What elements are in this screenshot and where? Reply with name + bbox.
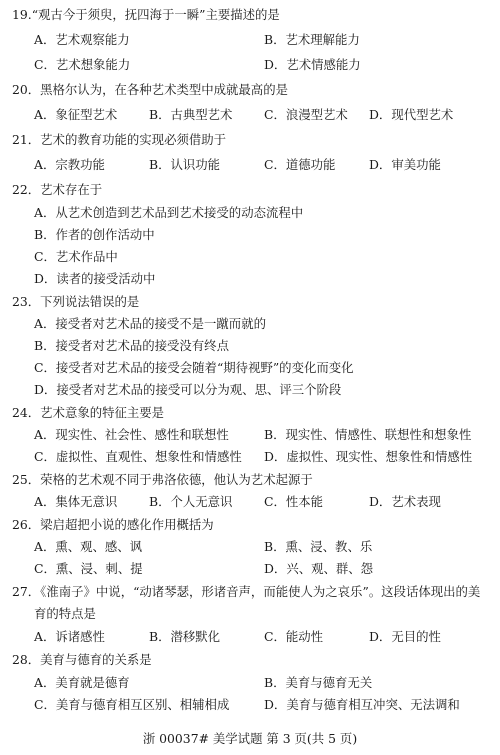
- option: D．艺术表现: [369, 494, 441, 509]
- page-footer: 浙 00037# 美学试题 第 3 页(共 5 页): [142, 731, 358, 746]
- option: B．接受者对艺术品的接受没有终点: [34, 338, 229, 353]
- question-stem: 20．黑格尔认为，在各种艺术类型中成就最高的是: [12, 82, 288, 97]
- option: C．接受者对艺术品的接受会随着“期待视野”的变化而变化: [34, 360, 354, 375]
- option: D．美育与德育相互冲突、无法调和: [264, 697, 460, 712]
- option: D．虚拟性、现实性、想象性和情感性: [264, 449, 473, 464]
- option: A．诉诸感性: [34, 629, 105, 644]
- question-stem: 21．艺术的教育功能的实现必须借助于: [12, 132, 227, 147]
- option: B．艺术理解能力: [264, 32, 360, 47]
- option: B．熏、浸、教、乐: [264, 539, 373, 554]
- question-stem: 27．《淮南子》中说，“动诸琴瑟，形诸音声，而能使人为之哀乐”。这段话体现出的美: [12, 584, 481, 599]
- question-stem: 25．荣格的艺术观不同于弗洛依德，他认为艺术起源于: [12, 472, 313, 487]
- option: A．美育就是德育: [34, 675, 130, 690]
- option: A．从艺术创造到艺术品到艺术接受的动态流程中: [34, 205, 304, 220]
- option: A．艺术观察能力: [34, 32, 130, 47]
- option: B．个人无意识: [149, 494, 233, 509]
- option: D．兴、观、群、怨: [264, 561, 374, 576]
- option: C．浪漫型艺术: [264, 107, 348, 122]
- option: B．认识功能: [149, 157, 221, 172]
- option: D．现代型艺术: [369, 107, 454, 122]
- option: A．现实性、社会性、感性和联想性: [34, 427, 229, 442]
- option: B．古典型艺术: [149, 107, 233, 122]
- option: A．宗教功能: [34, 157, 105, 172]
- question-stem: 26．梁启超把小说的感化作用概括为: [12, 517, 214, 532]
- question-stem: 23．下列说法错误的是: [12, 294, 140, 309]
- option: A．熏、观、感、讽: [34, 539, 143, 554]
- option: A．集体无意识: [34, 494, 118, 509]
- option: A．接受者对艺术品的接受不是一蹴而就的: [34, 316, 266, 331]
- option: A．象征型艺术: [34, 107, 118, 122]
- question-stem: 28．美育与德育的关系是: [12, 652, 152, 667]
- option: D．读者的接受活动中: [34, 271, 156, 286]
- option: C．能动性: [264, 629, 324, 644]
- option: B．潜移默化: [149, 629, 221, 644]
- question-stem: 22．艺术存在于: [12, 182, 103, 197]
- option: C．艺术想象能力: [34, 57, 131, 72]
- option: D．无目的性: [369, 629, 441, 644]
- option: D．审美功能: [369, 157, 441, 172]
- option: C．道德功能: [264, 157, 336, 172]
- option: D．接受者对艺术品的接受可以分为观、思、评三个阶段: [34, 382, 342, 397]
- option: B．美育与德育无关: [264, 675, 373, 690]
- option: C．虚拟性、直观性、想象性和情感性: [34, 449, 242, 464]
- question-stem: 19.“观古今于须臾，抚四海于一瞬”主要描述的是: [12, 7, 280, 22]
- question-stem: 24．艺术意象的特征主要是: [12, 405, 165, 420]
- option: B．作者的创作活动中: [34, 227, 155, 242]
- option: C．性本能: [264, 494, 324, 509]
- option: B．现实性、情感性、联想性和想象性: [264, 427, 472, 442]
- option: C．熏、浸、刺、提: [34, 561, 143, 576]
- option: C．美育与德育相互区别、相辅相成: [34, 697, 230, 712]
- option: D．艺术情感能力: [264, 57, 361, 72]
- option: C．艺术作品中: [34, 249, 118, 264]
- question-stem-continued: 育的特点是: [34, 606, 96, 621]
